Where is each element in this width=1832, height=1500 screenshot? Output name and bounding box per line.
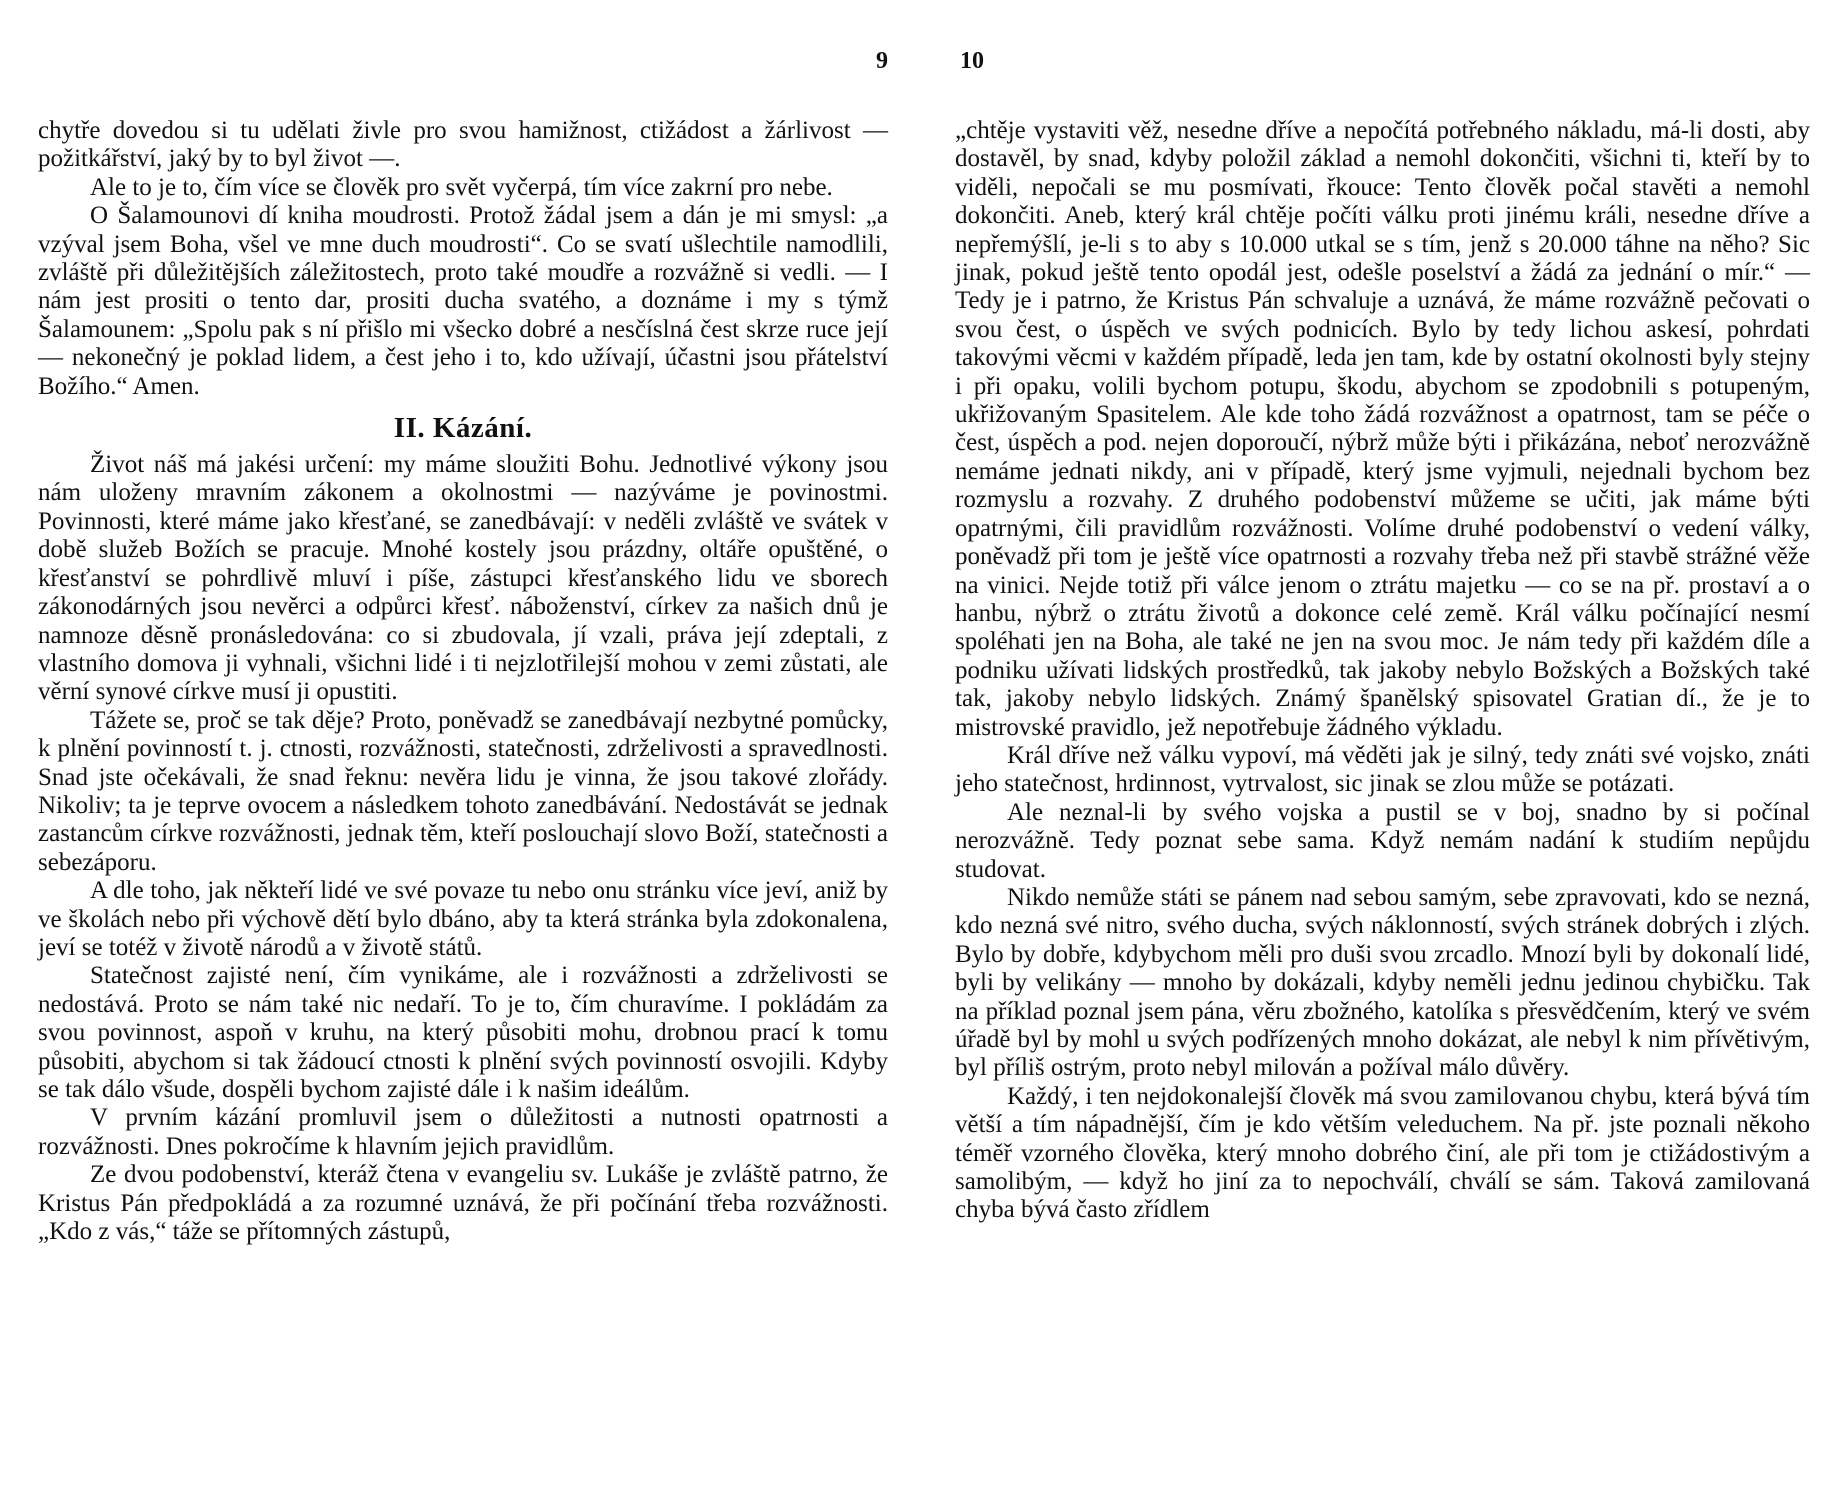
paragraph: Ale to je to, čím více se člověk pro svět vyčerpá, tím více zakrní pro nebe.	[90, 173, 833, 201]
paragraph: Každý, i ten nejdokonalejší člověk má svou zamilovanou chybu, která bývá tím větší a tím nápadnější, čím je kdo větším veleduchem. Na př. jste poznali někoho téměř vzorného člověka, který mnoho dobrého činí, ale při tom je ctižádostivým a samolibým, — když ho jiní za to nepochválí, chválí se sám. Taková zamilovaná chyba bývá často zřídlem	[955, 1082, 1810, 1224]
right-page	[955, 0, 1810, 1500]
paragraph: A dle toho, jak někteří lidé ve své povaze tu nebo onu stránku více jeví, aniž by ve školách nebo při výchově dětí bylo dbáno, aby ta která stránka byla zdokonalena, jeví se totéž v životě národů a v životě států.	[38, 877, 888, 961]
left-page	[38, 0, 888, 1500]
page-number: 9	[876, 48, 888, 74]
paragraph: Ale neznal-li by svého vojska a pustil se v boj, snadno by si počínal nerozvážně. Tedy poznat sebe sama. Když nemám nadání k studiím nepůjdu studovat.	[955, 798, 1810, 883]
paragraph: Ze dvou podobenství, kteráž čtena v evangeliu sv. Lukáše je zvláště patrno, že Kristus Pán předpokládá a za rozumné uznává, že při počínání třeba rozvážnosti. „Kdo z vás,“ táže se přítomných zástupů,	[38, 1161, 888, 1246]
paragraph: V prvním kázání promluvil jsem o důležitosti a nutnosti opatrnosti a rozvážnosti. Dnes pokročíme k hlavním jejich pravidlům.	[38, 1104, 888, 1160]
paragraph: Tážete se, proč se tak děje? Proto, poněvadž se zanedbávají nezbytné pomůcky, k plnění povinností t. j. ctnosti, rozvážnosti, statečnosti, zdrželivosti a spravedlnosti. Snad jste očekávali, že snad řeknu: nevěra lidu je vinna, že jsou takové zlořády. Nikoliv; ta je teprve ovocem a následkem tohoto zanedbávání. Nedostávát se jednak zastancům církve rozvážnosti, jednak těm, kteří poslouchají slovo Boží, statečnosti a sebezáporu.	[38, 706, 888, 876]
page-text	[955, 117, 1810, 1225]
page-text	[38, 117, 888, 1246]
paragraph: O Šalamounovi dí kniha moudrosti. Protož žádal jsem a dán je mi smysl: „a vzýval jsem Boha, všel ve mne duch moudrosti“. Co se svatí ušlechtile namodlili, zvláště při důležitějších záležitostech, proto také moudře a rozvážně si vedli. — I nám jest prositi o tento dar, prositi ducha svatého, a doznáme i my s týmž Šalamounem: „Spolu pak s ní přišlo mi všecko dobré a nesčíslná čest skrze ruce její — nekonečný je poklad lidem, a čest jeho i to, kdo užívají, účastni jsou přátelství Božího.“ Amen.	[38, 202, 888, 400]
paragraph: chytře dovedou si tu udělati živle pro svou hamižnost, ctižádost a žárlivost — požitkářství, jaký by to byl život —.	[38, 117, 888, 173]
paragraph: „chtěje vystaviti věž, nesedne dříve a nepočítá potřebného nákladu, má-li dosti, aby dostavěl, by snad, kdyby položil základ a nemohl dokončiti, všichni ti, kteří by to viděli, nepočali se mu posmívati, řkouce: Tento člověk počal stavěti a nemohl dokončiti. Aneb, který král chtěje počíti válku proti jinému králi, nesedne dříve a nepřemýšlí, je-li s to aby s 10.000 utkal se s tím, jenž s 20.000 táhne na něho? Sic jinak, pokud ještě tento opodál jest, odešle poselství a žádá za jednání o mír.“ — Tedy je i patrno, že Kristus Pán schvaluje a uznává, že máme rozvážně pečovati o svou čest, o úspěch ve svých podnicích. Bylo by tedy lichou askesí, pohrdati takovými věcmi v každém případě, leda jen tam, kde by ostatní okolnosti byly stejny i při opaku, volili bychom potupu, škodu, abychom se zpodobnili s potupeným, ukřižovaným Spasitelem. Ale kde toho žádá rozvážnost a opatrnost, tam se péče o čest, úspěch a pod. nejen doporoučí, nýbrž může býti i přikázána, neboť nerozvážně nemáme jednati nikdy, ani v případě, který jsme vyjmuli, nejednali bychom bez rozmyslu a rozvahy. Z druhého podobenství můžeme se učiti, jak máme býti opatrnými, čili pravidlům rozvážnosti. Volíme druhé podobenství o vedení války, poněvadž při tom je ještě více opatrnosti a rozvahy třeba než při stavbě strážné věže na vinici. Nejde totiž při válce jenom o ztrátu majetku — co se na př. prostaví a o hanbu, nýbrž o ztrátu životů a dokonce celé země. Král válku počínající nesmí spoléhati jen na Boha, ale také ne jen na svou moc. Je nám tedy při každém díle a podniku užívati lidských prostředků, tak jakoby nebylo Božských a Božských také tak, jakoby nebylo lidských. Známý španělský spisovatel Gratian dí., že je to mistrovské pravidlo, jež nepotřebuje žádného výkladu.	[955, 117, 1810, 741]
paragraph: Nikdo nemůže státi se pánem nad sebou samým, sebe zpravovati, kdo se nezná, kdo nezná své nitro, svého ducha, svých náklonností, svých stránek dobrých i zlých. Bylo by dobře, kdybychom měli pro duši svou zrcadlo. Mnozí byli by dokonalí lidé, byli by velikány — mnoho by dokázali, kdyby neměli jednu jedinou chybičku. Tak na příklad poznal jsem pána, věru zbožného, katolíka s přesvědčením, který ve svém úřadě byl by mohl u svých podřízených mnoho dokázat, ale nebyl k nim přívětivým, byl příliš ostrým, proto nebyl milován a požíval málo důvěry.	[955, 883, 1810, 1082]
paragraph: Statečnost zajisté není, čím vynikáme, ale i rozvážnosti a zdrželivosti se nedostává. Proto se nám také nic nedaří. To je to, čím churavíme. I pokládám za svou povinnost, aspoň v kruhu, na který působiti mohu, drobnou prací k tomu působiti, abychom si tak žádoucí ctnosti k plnění svých povinností osvojili. Kdyby se tak dálo všude, dospěli bychom zajisté dále i k našim ideálům.	[38, 962, 888, 1103]
section-heading: II. Kázání.	[393, 412, 533, 445]
page-number: 10	[960, 48, 984, 74]
paragraph: Král dříve než válku vypoví, má věděti jak je silný, tedy znáti své vojsko, znáti jeho statečnost, hrdinnost, vytrvalost, sic jinak se zlou může se potázati.	[955, 741, 1810, 798]
paragraph: Život náš má jakési určení: my máme sloužiti Bohu. Jednotlivé výkony jsou nám uloženy mravním zákonem a okolnostmi — nazýváme je povinostmi. Povinnosti, které máme jako křesťané, se zanedbávají: v neděli zvláště ve svátek v době služeb Božích se pracuje. Mnohé kostely jsou prázdny, oltáře opuštěné, o křesťanství se pohrdlivě mluví i píše, zástupci křesťanského lidu ve sborech zákonodárných jsou nevěrci a odpůrci křesť. náboženství, církev za našich dnů je namnoze děsně pronásledována: co si zbudovala, jí vzali, práva její zdeptali, z vlastního domova ji vyhnali, všichni lidé i ti nejzlotřilejší mohou v zemi zůstati, ale věrní synové církve musí ji opustiti.	[38, 451, 888, 706]
